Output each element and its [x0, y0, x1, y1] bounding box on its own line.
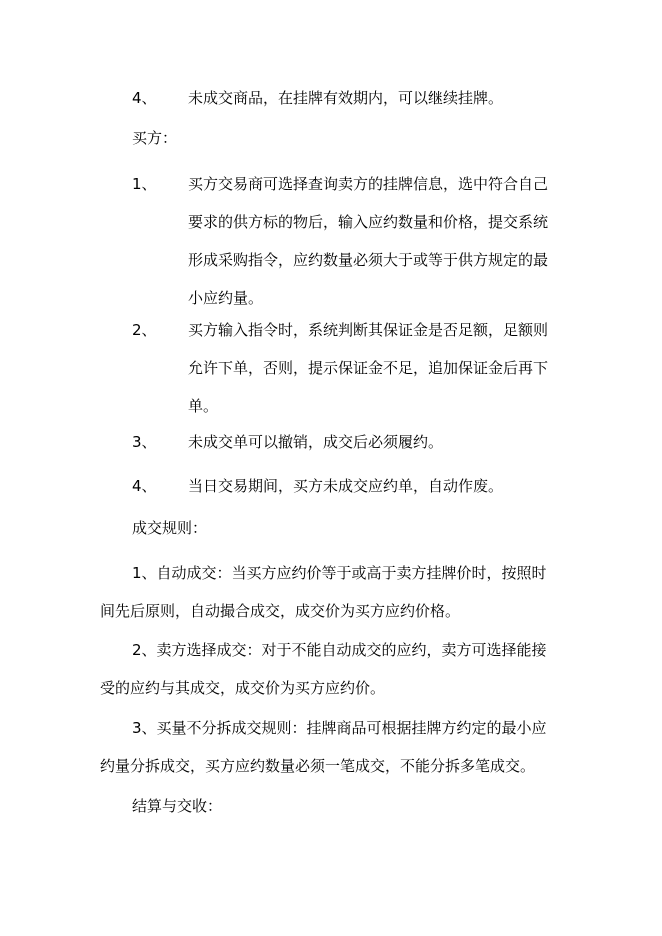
buyer-item-2-line: 允许下单，否则，提示保证金不足，追加保证金后再下	[188, 359, 549, 377]
buyer-item-2-line: 买方输入指令时，系统判断其保证金是否足额，足额则	[188, 321, 549, 339]
buyer-item-3-text: 未成交单可以撤销，成交后必须履约。	[188, 433, 444, 451]
rule-item-2	[100, 640, 572, 716]
buyer-item-4-number: 4、	[132, 477, 157, 495]
settlement-heading: 结算与交收：	[132, 797, 223, 815]
rule-item-3	[100, 718, 572, 794]
buyer-item-1-text	[188, 174, 568, 326]
rule-item-1-line: 间先后原则，自动撮合成交，成交价为买方应约价格。	[100, 602, 461, 620]
rule-item-2-line: 受的应约与其成交，成交价为买方应约价。	[100, 679, 386, 697]
seller-item-4-number: 4、	[132, 89, 157, 107]
buyer-item-1-number: 1、	[132, 175, 157, 193]
buyer-item-2-number: 2、	[132, 321, 157, 339]
rule-item-3-line: 3、买量不分拆成交规则：挂牌商品可根据挂牌方约定的最小应	[132, 719, 547, 737]
rules-heading: 成交规则：	[132, 519, 208, 537]
rule-item-1-line: 1、自动成交：当买方应约价等于或高于卖方挂牌价时，按照时	[132, 564, 547, 582]
buyer-item-1-line: 小应约量。	[188, 289, 264, 307]
buyer-item-3-number: 3、	[132, 433, 157, 451]
buyer-item-4-text: 当日交易期间，买方未成交应约单，自动作废。	[188, 477, 504, 495]
buyer-item-1-line: 买方交易商可选择查询卖方的挂牌信息，选中符合自己	[188, 175, 549, 193]
rule-item-3-line: 约量分拆成交，买方应约数量必须一笔成交，不能分拆多笔成交。	[100, 757, 536, 775]
buyer-item-2-line: 单。	[188, 397, 219, 415]
seller-item-4-text: 未成交商品，在挂牌有效期内，可以继续挂牌。	[188, 89, 504, 107]
buyer-heading: 买方：	[132, 129, 178, 147]
buyer-item-1-line: 形成采购指令，应约数量必须大于或等于供方规定的最	[188, 251, 549, 269]
buyer-item-2-text	[188, 320, 568, 434]
buyer-item-1-line: 要求的供方标的物后，输入应约数量和价格，提交系统	[188, 213, 549, 231]
rule-item-1	[100, 563, 572, 639]
rule-item-2-line: 2、卖方选择成交：对于不能自动成交的应约，卖方可选择能接	[132, 641, 547, 659]
